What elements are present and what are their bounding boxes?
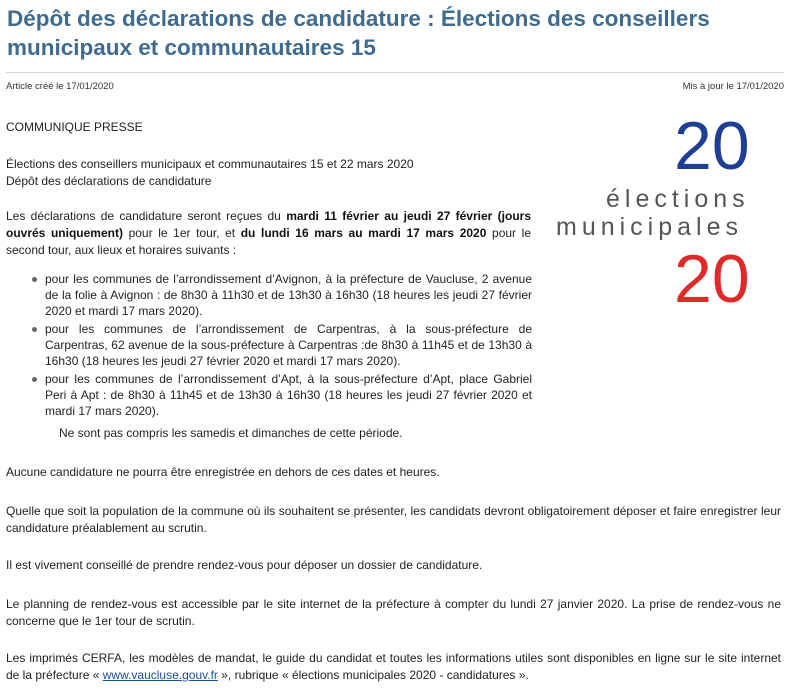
logo-number-bottom: 20: [674, 241, 750, 317]
cerfa-text-1: Les imprimés CERFA, les modèles de mandat, le guide du candidat et toutes les informations utiles sont disponibles en ligne sur le site internet de la préfecture «: [6, 651, 781, 682]
cerfa-text-2: », rubrique « élections municipales 2020 - candidatures ».: [217, 668, 529, 682]
elections-logo: [548, 110, 788, 320]
bullet-icon: [32, 377, 37, 382]
subtitle-depot: Dépôt des déclarations de candidature: [6, 174, 212, 188]
planning-paragraph: Le planning de rendez-vous est accessible par le site internet de la préfecture à compter du lundi 27 janvier 2020. La prise de rendez-vous ne concerne que le 1er tour de scrutin.: [6, 597, 781, 628]
intro-text-3: pour le second tour, aux lieux et horaires suivants :: [6, 226, 531, 257]
cerfa-paragraph: [6, 650, 781, 684]
weekend-note: Ne sont pas compris les samedis et dimanches de cette période.: [59, 426, 403, 440]
page-title: Dépôt des déclarations de candidature : Élections des conseillers municipaux et communautaires 15: [7, 6, 710, 60]
communique-label: COMMUNIQUE PRESSE: [6, 120, 143, 134]
logo-word-municipales: municipales: [556, 213, 744, 241]
created-date: Article créé le 17/01/2020: [6, 81, 114, 92]
locations-list: [30, 271, 532, 421]
intro-text-1: Les déclarations de candidature seront reçues du: [6, 209, 287, 223]
intro-paragraph: [6, 208, 531, 259]
subtitle-elections: Élections des conseillers municipaux et communautaires 15 et 22 mars 2020: [6, 157, 414, 171]
logo-word-elections: élections: [606, 185, 750, 213]
intro-bold-1: mardi 11 février au jeudi 27 février (jours ouvrés uniquement): [6, 209, 531, 240]
list-item: pour les communes de l’arrondissement d’Apt, à la sous-préfecture d’Apt, place Gabriel Peri à Apt : de 8h30 à 11h45 et de 13h30 à 16h30 (18 heures les jeudi 27 février 2020 et mardi 17 mars 2020).: [30, 371, 532, 419]
rdv-paragraph: Il est vivement conseillé de prendre rendez-vous pour déposer un dossier de candidature.: [6, 558, 483, 572]
updated-date: Mis à jour le 17/01/2020: [682, 81, 784, 92]
vaucluse-link[interactable]: www.vaucluse.gouv.fr: [102, 668, 218, 682]
population-paragraph: Quelle que soit la population de la commune où ils souhaitent se présenter, les candidats devront obligatoirement déposer et faire enregistrer leur candidature préalablement au scrutin.: [6, 504, 781, 535]
subtitle-block: [6, 156, 531, 190]
dates-paragraph: Aucune candidature ne pourra être enregistrée en dehors de ces dates et heures.: [6, 465, 440, 479]
logo-number-top: 20: [674, 108, 750, 184]
intro-text-2: pour le 1er tour, et: [122, 226, 241, 240]
bullet-icon: [32, 327, 37, 332]
intro-bold-2: du lundi 16 mars au mardi 17 mars 2020: [240, 226, 487, 240]
article-meta: [6, 72, 784, 92]
list-item: pour les communes de l’arrondissement de Carpentras, à la sous-préfecture de Carpentras, 62 avenue de la sous-préfecture à Carpentras :de 8h30 à 11h45 et de 13h30 à 16h30 (18 heures les jeudi 27 février 2020 et mardi 17 mars 2020).: [30, 321, 532, 369]
bullet-icon: [32, 277, 37, 282]
list-item: pour les communes de l’arrondissement d’Avignon, à la préfecture de Vaucluse, 2 avenue de la folie à Avignon : de 8h30 à 11h30 et de 13h30 à 16h30 (18 heures les jeudi 27 février 2020 et mardi 17 mars 2020).: [30, 271, 532, 319]
